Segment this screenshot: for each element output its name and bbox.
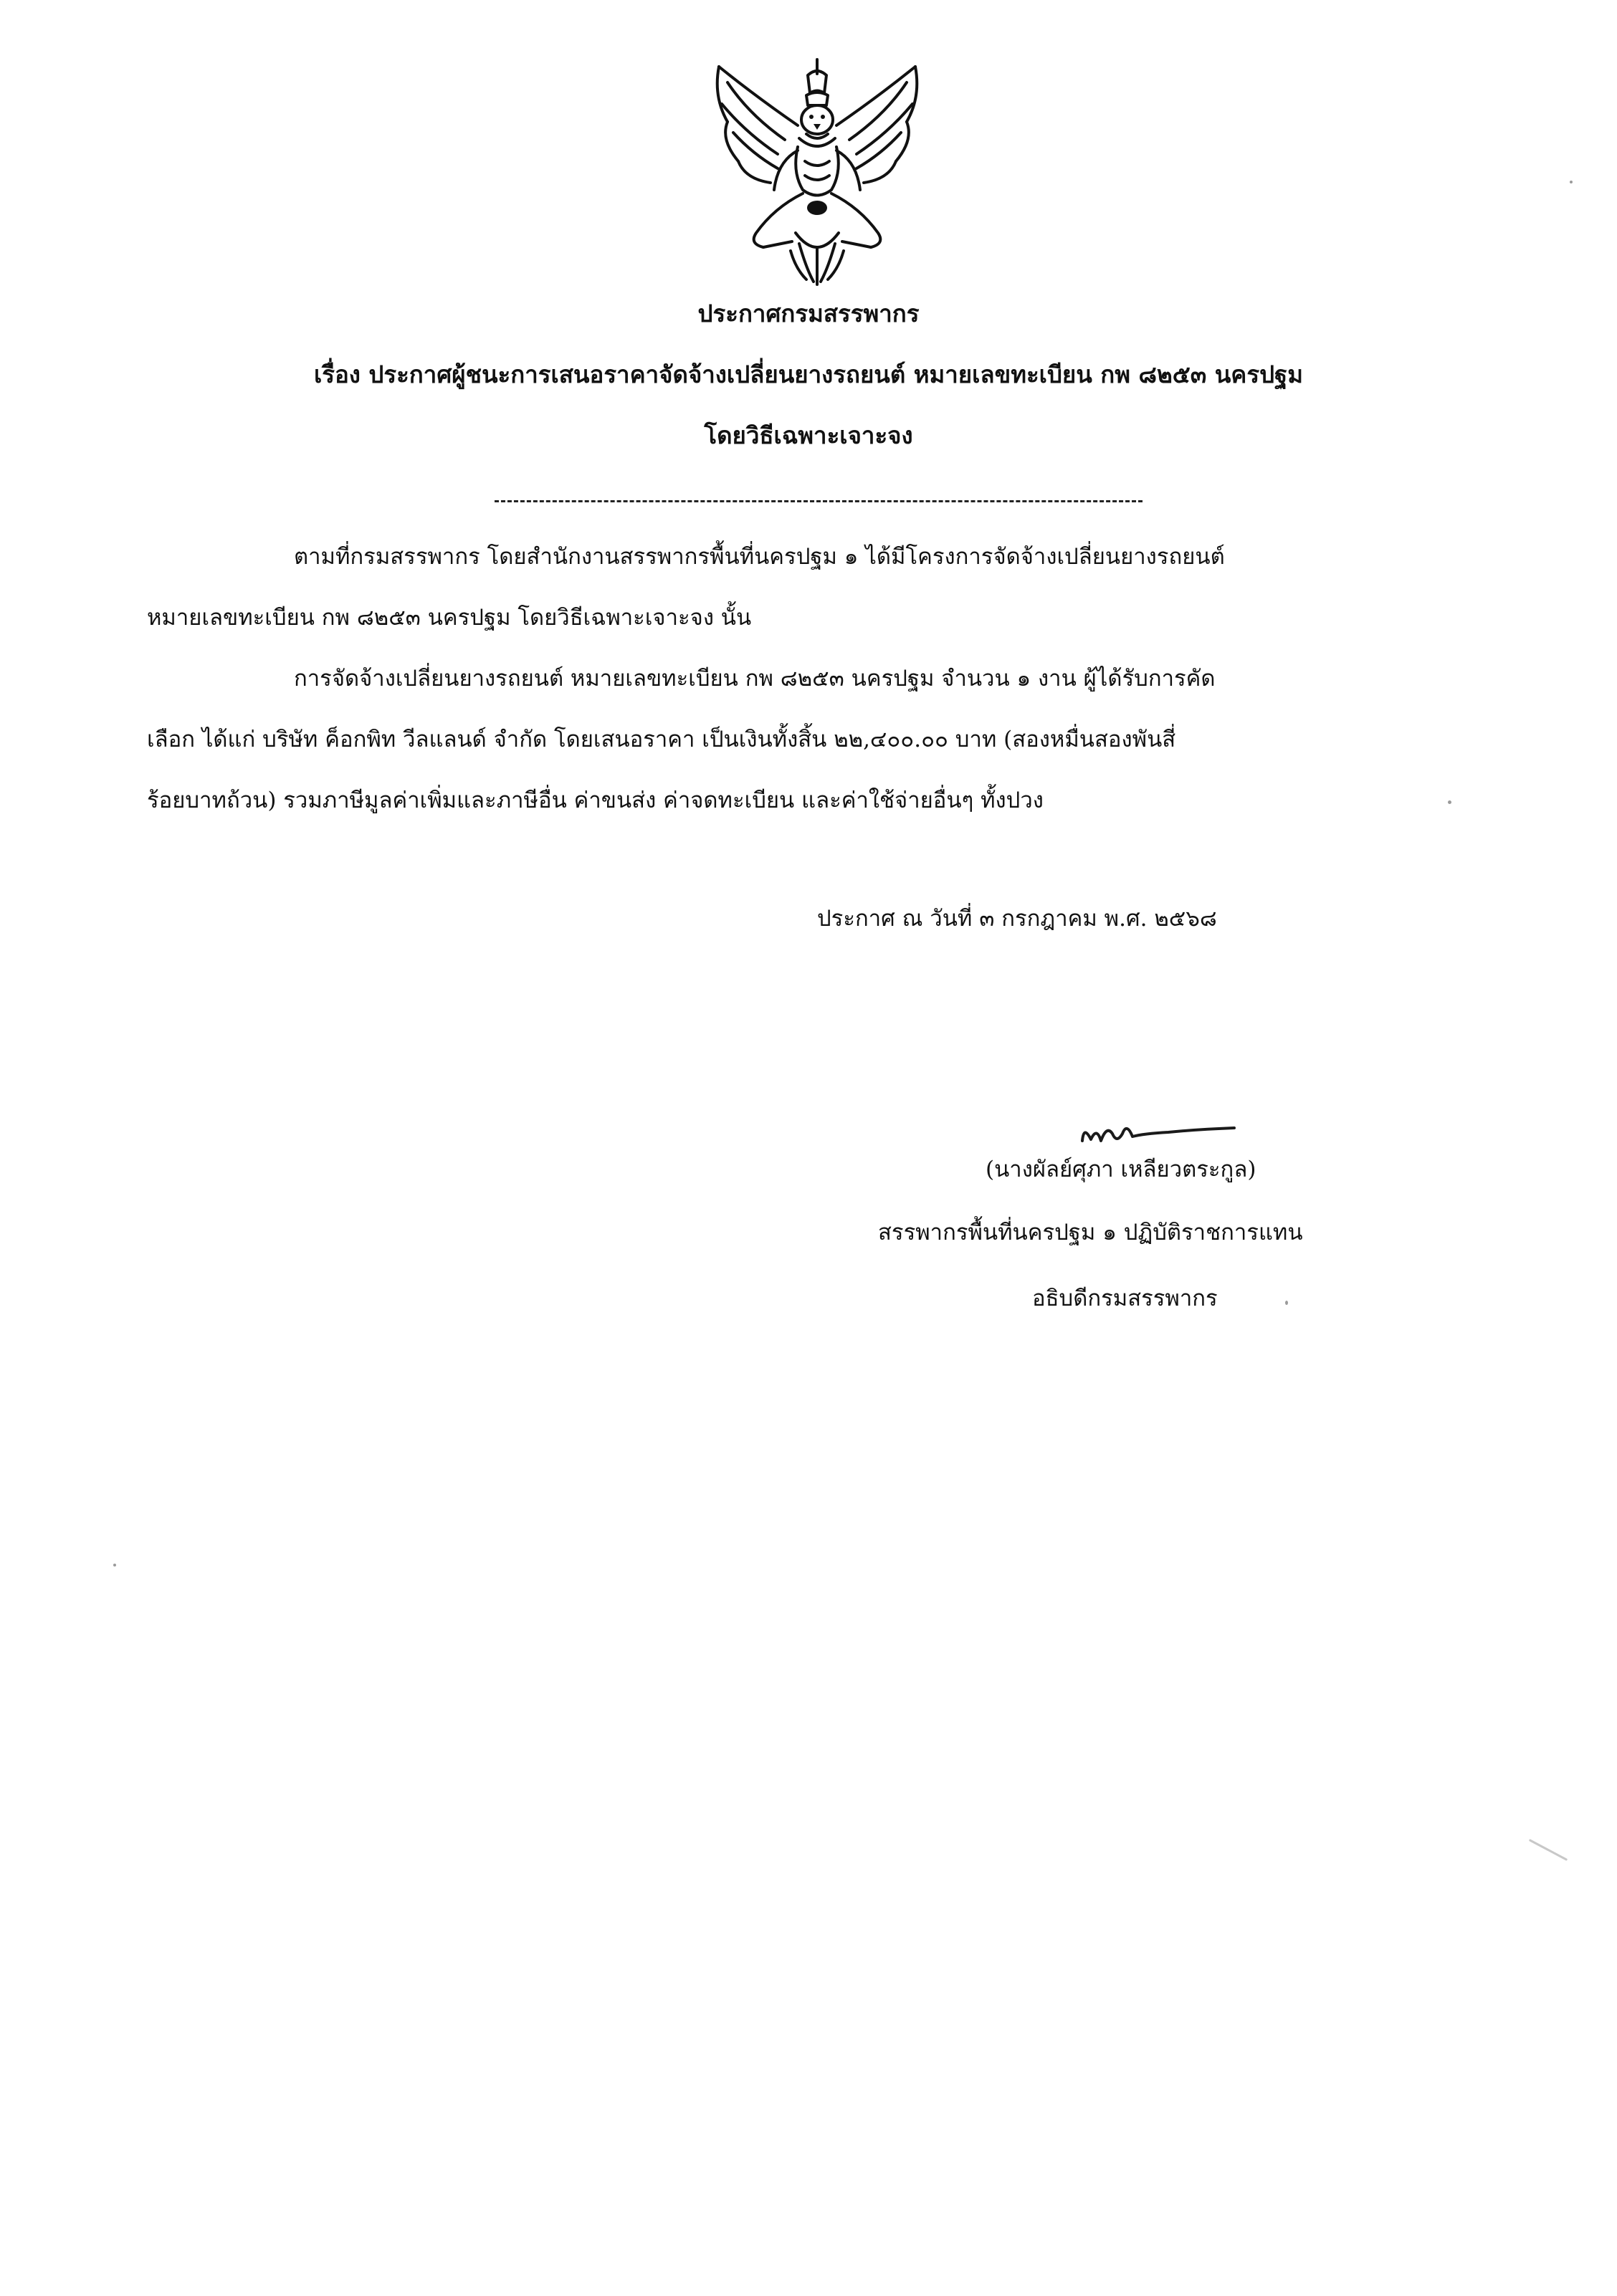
scan-speck xyxy=(1529,1839,1568,1861)
announcement-heading: ประกาศกรมสรรพากร xyxy=(697,300,920,327)
signer-position: สรรพากรพื้นที่นครปฐม ๑ ปฏิบัติราชการแทน xyxy=(878,1220,1303,1245)
scan-speck xyxy=(1285,1301,1288,1305)
subject-line: เรื่อง ประกาศผู้ชนะการเสนอราคาจัดจ้างเปลี่ยนยางรถยนต์ หมายเลขทะเบียน กพ ๘๒๕๓ นครปฐม xyxy=(313,360,1304,388)
scan-speck xyxy=(1570,181,1573,183)
paragraph-1-line-1: ตามที่กรมสรรพากร โดยสำนักงานสรรพากรพื้นที่นครปฐม ๑ ได้มีโครงการจัดจ้างเปลี่ยนยางรถยนต์ xyxy=(294,544,1225,570)
subject-method-line: โดยวิธีเฉพาะเจาะจง xyxy=(704,421,913,449)
signer-name: (นางผัลย์ศุภา เหลียวตระกูล) xyxy=(986,1157,1256,1182)
paragraph-2-line-2: เลือก ได้แก่ บริษัท ค็อกพิท วีลแลนด์ จำกัด โดยเสนอราคา เป็นเงินทั้งสิ้น ๒๒,๔๐๐.๐๐ บาท (สองหมื่นสองพันสี่ xyxy=(147,727,1176,752)
paragraph-1-line-2: หมายเลขทะเบียน กพ ๘๒๕๓ นครปฐม โดยวิธีเฉพาะเจาะจง นั้น xyxy=(147,605,752,631)
paragraph-2-line-3: ร้อยบาทถ้วน) รวมภาษีมูลค่าเพิ่มและภาษีอื่น ค่าขนส่ง ค่าจดทะเบียน และค่าใช้จ่ายอื่นๆ ทั้งปวง xyxy=(147,788,1044,813)
scan-speck xyxy=(1448,800,1451,804)
scan-speck xyxy=(113,1564,116,1566)
garuda-emblem-icon xyxy=(706,54,928,290)
signer-authority: อธิบดีกรมสรรพากร xyxy=(1032,1286,1218,1311)
announcement-date: ประกาศ ณ วันที่ ๓ กรกฎาคม พ.ศ. ๒๕๖๘ xyxy=(817,906,1217,932)
dashed-divider xyxy=(495,500,1143,502)
signature-icon xyxy=(1075,1112,1240,1155)
paragraph-2-line-1: การจัดจ้างเปลี่ยนยางรถยนต์ หมายเลขทะเบียน กพ ๘๒๕๓ นครปฐม จำนวน ๑ งาน ผู้ได้รับการคัด xyxy=(294,666,1216,692)
